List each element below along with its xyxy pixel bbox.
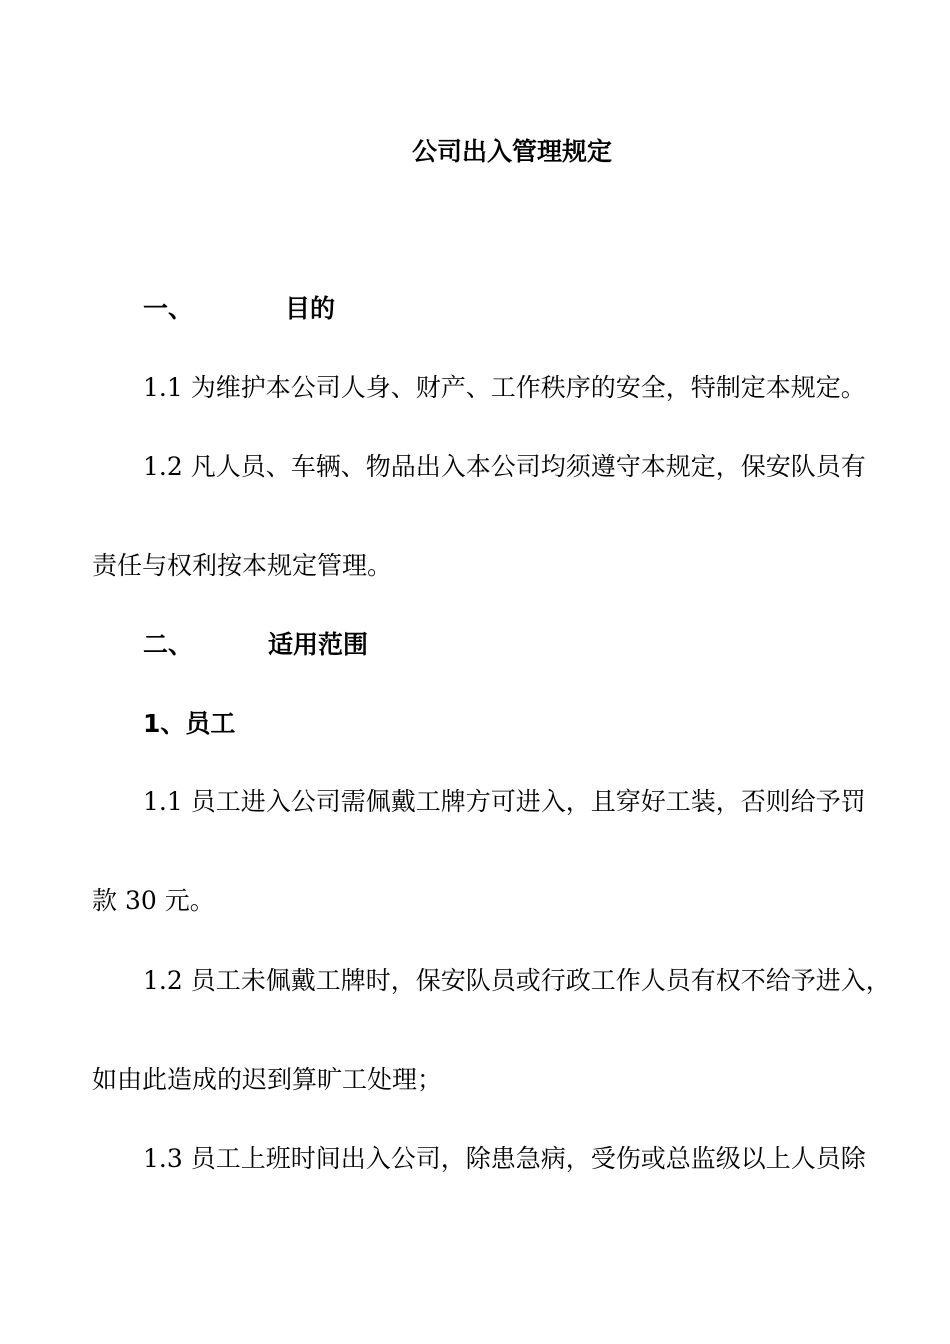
paragraph-line: 款 30 元。 (92, 886, 215, 915)
section-title: 适用范围 (268, 630, 369, 659)
paragraph-line: 1.3 员工上班时间出入公司，除患急病，受伤或总监级以上人员除 (143, 1144, 866, 1173)
paragraph-line: 1.1 员工进入公司需佩戴工牌方可进入，且穿好工装，否则给予罚 (143, 787, 866, 816)
section-heading-scope (143, 628, 368, 662)
paragraph-line: 如由此造成的迟到算旷工处理； (92, 1065, 443, 1094)
subsection-heading-employee: 1、员工 (143, 709, 236, 738)
paragraph-line: 1.2 凡人员、车辆、物品出入本公司均须遵守本规定，保安队员有 (143, 452, 866, 481)
section-number: 一、 (143, 294, 194, 323)
section-heading-purpose (143, 292, 335, 326)
section-title: 目的 (285, 294, 336, 323)
paragraph-line: 责任与权利按本规定管理。 (92, 551, 393, 580)
section-number: 二、 (143, 630, 194, 659)
document-title: 公司出入管理规定 (411, 137, 612, 166)
paragraph-line: 1.2 员工未佩戴工牌时，保安队员或行政工作人员有权不给予进入， (143, 966, 891, 995)
paragraph-line: 1.1 为维护本公司人身、财产、工作秩序的安全，特制定本规定。 (143, 373, 866, 402)
